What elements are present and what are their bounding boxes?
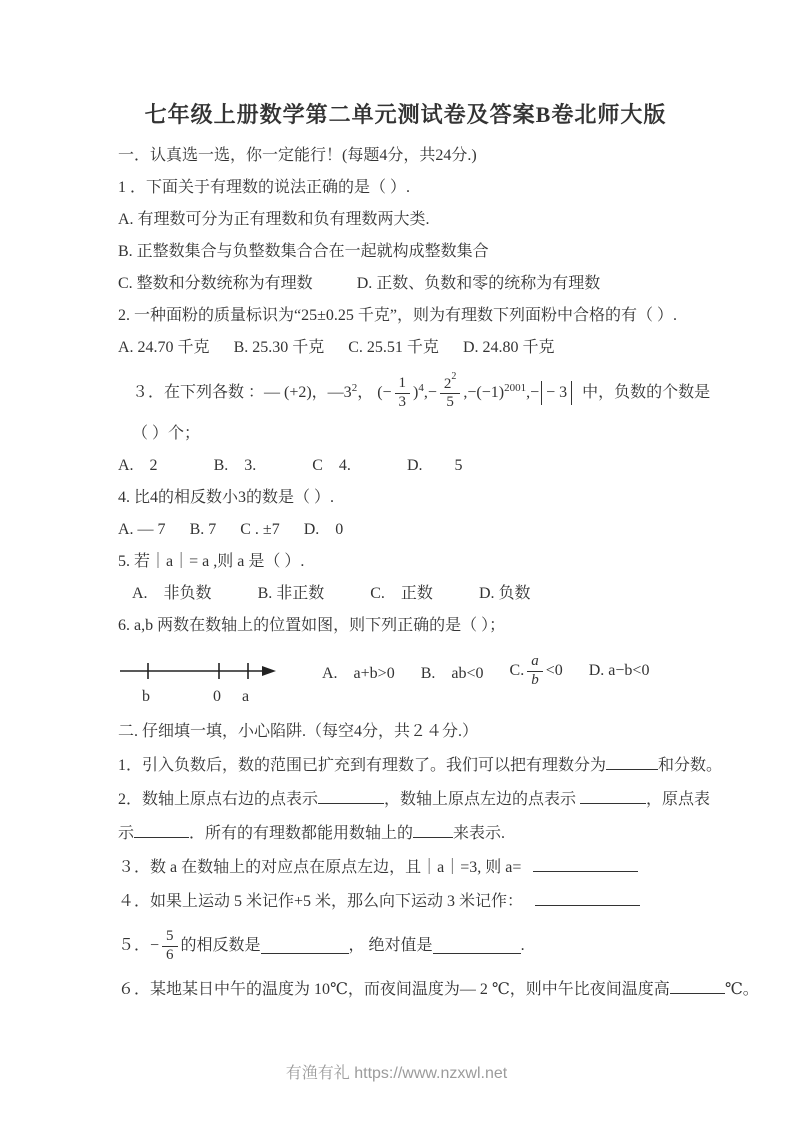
fill-2-text-2: ，数轴上原点左边的点表示	[384, 791, 581, 808]
question-2-option-d: D. 24.80 千克	[462, 339, 555, 356]
question-6-figure-row	[118, 648, 693, 705]
fill-question-1	[118, 754, 723, 776]
question-4-options	[118, 520, 693, 540]
fill-6-blank	[670, 978, 725, 994]
separator: ,−	[423, 384, 437, 401]
question-5-option-a: A. 非负数	[132, 585, 212, 602]
fill-2-text-6: 来表示.	[453, 825, 506, 842]
fill-2-text-5: ．所有的有理数都能用数轴上的	[189, 825, 414, 842]
question-5-options	[118, 584, 693, 604]
fill-1-text: 1．引入负数后，数的范围已扩充到有理数了。我们可以把有理数分为	[118, 757, 607, 774]
fill-4-blank	[535, 890, 640, 906]
base: 2	[443, 375, 452, 392]
fill-question-2-line1	[118, 788, 711, 810]
question-1-option-d: D. 正数、负数和零的统称为有理数	[356, 275, 601, 292]
question-6-option-d: D. a−b<0	[588, 662, 650, 679]
question-1-option-a: A. 有理数可分为正有理数和负有理数两大类.	[118, 211, 430, 228]
fill-question-6	[118, 978, 759, 1000]
fraction-numerator: a	[527, 653, 543, 671]
question-3-option-b: B. 3.	[213, 457, 257, 474]
question-6-options	[322, 653, 675, 689]
fill-2-text-4: 示	[118, 825, 135, 842]
question-2-option-a: A. 24.70 千克	[118, 339, 210, 356]
close-paren: )	[413, 384, 419, 401]
fill-2-text-1: 2．数轴上原点右边的点表示	[118, 791, 319, 808]
number-line-figure	[118, 656, 278, 705]
fill-5-text-1: 的相反数是	[180, 937, 261, 954]
exponent-2001: 2001	[504, 381, 527, 394]
fraction-two-squared-over-five	[440, 370, 461, 412]
number-line-label-zero: 0	[213, 688, 221, 705]
option-c-prefix: C.	[509, 662, 525, 679]
question-1-option-c: C. 整数和分数统称为有理数	[118, 275, 313, 292]
question-3-options	[118, 456, 693, 476]
absolute-value-content: − 3	[546, 384, 568, 401]
fill-2-text-3: ，原点表	[646, 791, 711, 808]
question-3-tail: 中，负数的个数是	[582, 384, 711, 401]
fill-5-lead: ５．−	[118, 937, 160, 954]
fill-6-tail: ℃。	[724, 981, 759, 998]
number-line-axis	[118, 656, 278, 686]
question-3-line2: （ ）个；	[132, 425, 201, 442]
question-2-option-b: B. 25.30 千克	[233, 339, 325, 356]
fill-5-blank-2	[433, 938, 521, 954]
fill-2-blank-3	[134, 822, 189, 838]
number-line-label-b: b	[142, 688, 150, 705]
question-4-option-b: B. 7	[189, 521, 217, 538]
fill-question-3	[118, 856, 693, 878]
separator: ,−	[526, 384, 540, 401]
fraction-numerator: 5	[162, 928, 178, 946]
fill-5-text-3: .	[520, 937, 525, 954]
question-1: 1 ．下面关于有理数的说法正确的是（ ）.	[118, 179, 411, 196]
fraction-denominator: 3	[398, 393, 407, 410]
fraction-denominator: b	[531, 671, 539, 688]
page-title: 七年级上册数学第二单元测试卷及答案B卷北师大版	[144, 102, 667, 127]
fraction-denominator: 6	[166, 946, 174, 963]
fill-question-2-line2	[118, 822, 693, 844]
fill-2-blank-1	[318, 788, 384, 804]
question-2-option-c: C. 25.51 千克	[348, 339, 439, 356]
fill-3-text: ３．数 a 在数轴上的对应点在原点左边，且｜a｜=3, 则 a=	[118, 859, 526, 876]
question-3-option-c: C 4.	[312, 457, 351, 474]
fraction-denominator: 5	[446, 394, 454, 410]
separator: ， (−	[357, 384, 392, 401]
question-4-option-a: A. — 7	[118, 521, 166, 538]
question-3-option-a: A. 2	[118, 457, 158, 474]
exponent-2: 2	[451, 370, 457, 382]
question-5-option-b: B. 非正数	[257, 585, 325, 602]
section-one-header: 一．认真选一选，你一定能行！(每题4分，共24分.)	[118, 147, 477, 164]
fill-5-text-2: ， 绝对值是	[348, 937, 433, 954]
question-6: 6. a,b 两数在数轴上的位置如图，则下列正确的是（ ）；	[118, 617, 506, 634]
separator: ,−(−1)	[463, 384, 505, 401]
fill-1-blank	[606, 754, 658, 770]
fraction-numerator: 1	[395, 375, 411, 393]
watermark-footer: 有渔有礼 https://www.nzxwl.net	[285, 1065, 508, 1082]
fraction-numerator	[440, 370, 461, 394]
question-4-option-c: C . ±7	[240, 521, 280, 538]
question-3-formula	[118, 370, 711, 416]
question-4-option-d: D. 0	[303, 521, 344, 538]
fill-question-5	[118, 924, 693, 968]
absolute-value-bars	[541, 381, 572, 405]
question-1-option-b: B. 正整数集合与负整数集合合在一起就构成整数集合	[118, 243, 489, 260]
question-2-options	[118, 338, 693, 358]
number-line-label-a: a	[242, 688, 250, 705]
question-3-lead: ３．在下列各数 ：— (+2)，—3	[132, 384, 352, 401]
question-2: 2. 一种面粉的质量标识为“25±0.25 千克”，则为有理数下列面粉中合格的有（ ）.	[118, 307, 677, 324]
question-4: 4. 比4的相反数小3的数是（ ）.	[118, 489, 335, 506]
question-6-option-c	[510, 653, 563, 689]
fill-5-blank-1	[261, 938, 349, 954]
fill-question-4	[118, 890, 693, 912]
fill-2-blank-4	[413, 822, 453, 838]
question-5-option-c: C. 正数	[370, 585, 433, 602]
fill-6-text: ６．某地某日中午的温度为 10℃，而夜间温度为— 2 ℃，则中午比夜间温度高	[118, 981, 670, 998]
fraction-one-third	[395, 375, 411, 411]
fill-2-blank-2	[580, 788, 646, 804]
exponent-2: 2	[351, 381, 358, 394]
question-6-option-b: B. ab<0	[420, 664, 484, 682]
exponent-4: 4	[418, 381, 424, 394]
option-c-suffix: <0	[545, 662, 563, 679]
question-5: 5. 若｜a｜= a ,则 a 是（ ）.	[118, 553, 305, 570]
question-1-options-cd	[118, 274, 693, 294]
fill-1-tail: 和分数。	[658, 757, 723, 774]
question-3-option-d: D. 5	[406, 457, 463, 474]
section-two-header: 二. 仔细填一填，小心陷阱.（每空4分，共２４分.）	[118, 723, 479, 740]
fill-3-blank	[533, 856, 638, 872]
fraction-a-over-b	[527, 653, 543, 689]
fill-4-text: ４．如果上运动 5 米记作+5 米，那么向下运动 3 米记作：	[118, 893, 528, 910]
fraction-five-sixths	[162, 928, 178, 964]
question-5-option-d: D. 负数	[478, 585, 531, 602]
question-6-option-a: A. a+b>0	[322, 664, 395, 682]
